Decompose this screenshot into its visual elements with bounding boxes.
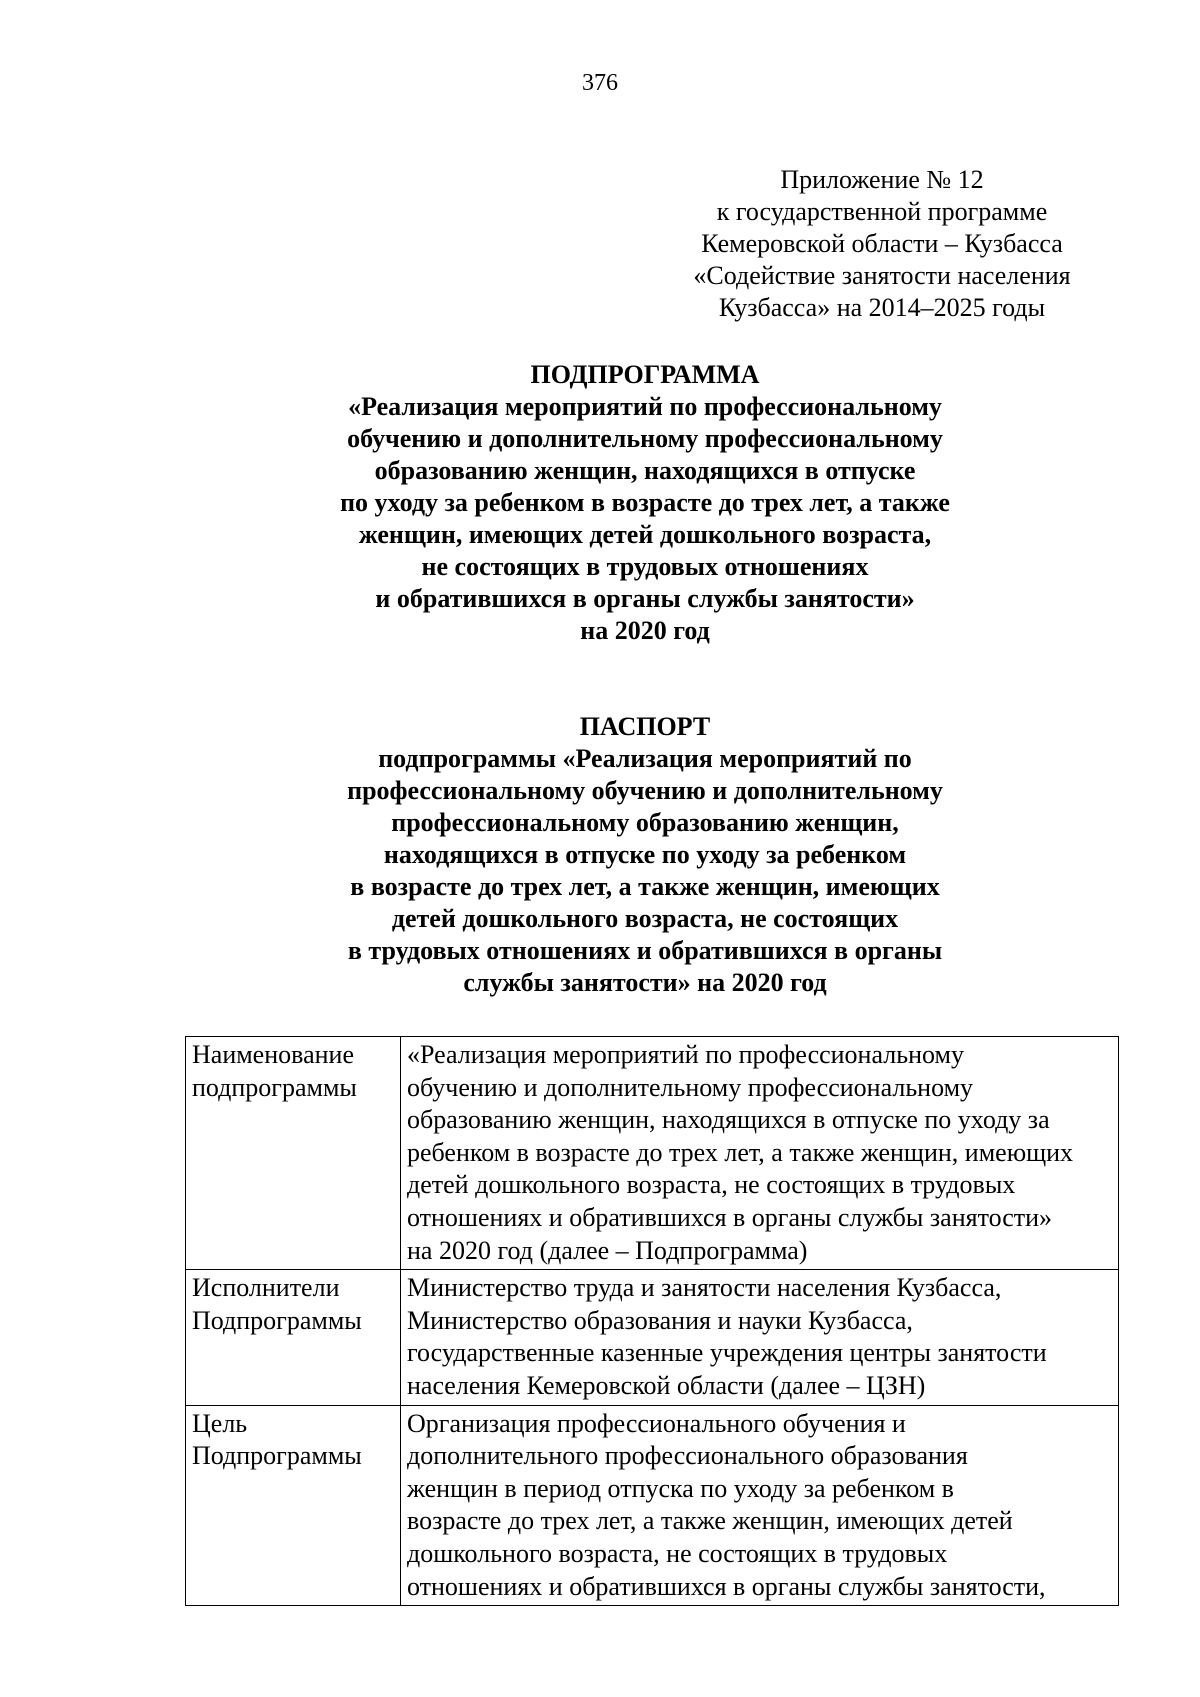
row-label [186, 1270, 401, 1405]
subprogram-line: на 2020 год [580, 616, 710, 645]
row-value-line: отношениях и обратившихся в органы службы занятости» [407, 1202, 1053, 1232]
row-value-line: дошкольного возраста, не состоящих в трудовых [407, 1538, 948, 1568]
row-value-line: женщин в период отпуска по уходу за ребенком в [407, 1473, 954, 1503]
row-value-line: Министерство труда и занятости населения Кузбасса, [407, 1273, 1002, 1303]
row-value-line: на 2020 год (далее – Подпрограмма) [407, 1235, 808, 1265]
row-label-line: Исполнители [192, 1273, 340, 1303]
passport-line: подпрограммы «Реализация мероприятий по [378, 744, 912, 773]
row-value-line: возрасте до трех лет, а также женщин, имеющих детей [407, 1506, 1013, 1536]
passport-line: детей дошкольного возраста, не состоящих [391, 904, 899, 933]
table-row [186, 1405, 1119, 1606]
appendix-line: Кемеровской области – Кузбасса [701, 229, 1063, 258]
passport-line: профессиональному обучению и дополнительному [347, 776, 943, 805]
subprogram-line: не состоящих в трудовых отношениях [421, 552, 869, 581]
passport-heading: ПАСПОРТ [579, 712, 711, 741]
subprogram-line: обучению и дополнительному профессиональному [347, 424, 943, 453]
appendix-header [660, 164, 1104, 324]
row-value-line: Организация профессионального обучения и [407, 1408, 906, 1438]
subprogram-heading: ПОДПРОГРАММА [530, 360, 760, 389]
row-value [401, 1037, 1119, 1270]
row-value-line: обучению и дополнительному профессиональному [407, 1072, 974, 1102]
row-label [186, 1037, 401, 1270]
appendix-line: к государственной программе [716, 197, 1048, 226]
row-value [401, 1405, 1119, 1606]
passport-table [185, 1036, 1119, 1606]
passport-title [200, 711, 1090, 999]
passport-line: службы занятости» на 2020 год [463, 968, 827, 997]
subprogram-line: образованию женщин, находящихся в отпуске [374, 456, 916, 485]
row-value [401, 1270, 1119, 1405]
row-label [186, 1405, 401, 1606]
subprogram-line: по уходу за ребенком в возрасте до трех лет, а также [340, 488, 950, 517]
row-label-line: Наименование [192, 1040, 354, 1069]
row-label-line: Подпрограммы [192, 1305, 362, 1335]
row-value-line: «Реализация мероприятий по профессиональному [407, 1040, 964, 1069]
row-label-line: подпрограммы [192, 1072, 357, 1102]
row-value-line: дополнительного профессионального образования [407, 1441, 968, 1471]
row-value-line: детей дошкольного возраста, не состоящих в трудовых [407, 1170, 1016, 1200]
row-value-line: Министерство образования и науки Кузбасса, [407, 1305, 913, 1335]
row-value-line: отношениях и обратившихся в органы службы занятости, [407, 1571, 1046, 1601]
row-value-line: ребенком в возрасте до трех лет, а также женщин, имеющих [407, 1137, 1074, 1167]
passport-line: профессиональному образованию женщин, [391, 808, 899, 837]
row-value-line: образованию женщин, находящихся в отпуске по уходу за [407, 1105, 1050, 1135]
subprogram-line: «Реализация мероприятий по профессиональному [348, 392, 942, 421]
table-row [186, 1037, 1119, 1270]
row-value-line: государственные казенные учреждения центры занятости [407, 1338, 1047, 1368]
passport-line: в трудовых отношениях и обратившихся в органы [347, 936, 943, 965]
appendix-line: Приложение № 12 [780, 165, 984, 194]
table-row [186, 1270, 1119, 1405]
passport-line: в возрасте до трех лет, а также женщин, имеющих [350, 872, 940, 901]
row-label-line: Подпрограммы [192, 1441, 362, 1471]
row-value-line: населения Кемеровской области (далее – ЦЗН) [407, 1370, 926, 1400]
appendix-line: Кузбасса» на 2014–2025 годы [718, 293, 1046, 322]
page-number: 376 [582, 70, 618, 96]
subprogram-line: женщин, имеющих детей дошкольного возраста, [358, 520, 932, 549]
subprogram-title [200, 359, 1090, 647]
subprogram-line: и обратившихся в органы службы занятости» [375, 584, 915, 613]
appendix-line: «Содействие занятости населения [693, 261, 1071, 290]
passport-line: находящихся в отпуске по уходу за ребенком [383, 840, 907, 869]
row-label-line: Цель [192, 1408, 248, 1438]
